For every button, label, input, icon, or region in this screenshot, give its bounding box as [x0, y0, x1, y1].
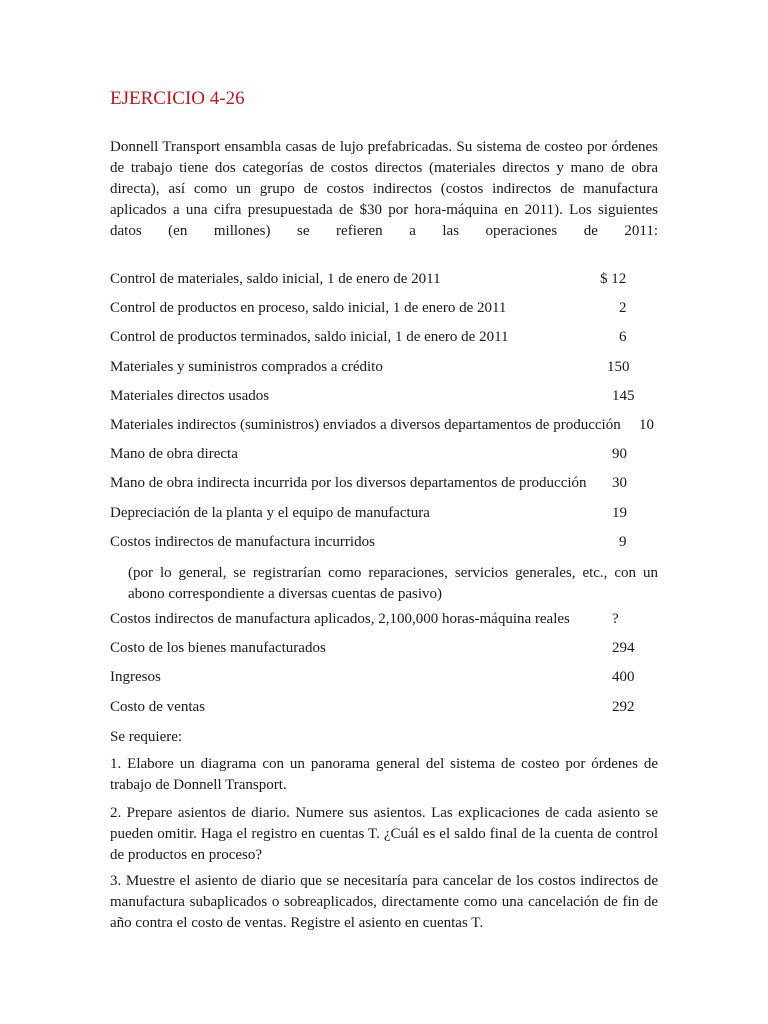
data-row-label: Costo de los bienes manufacturados	[110, 640, 326, 656]
data-row-value: ?	[612, 611, 619, 627]
data-row-value: 30	[612, 475, 627, 491]
data-row-value: 292	[612, 699, 635, 715]
data-row-value: 9	[619, 534, 627, 550]
exercise-title: EJERCICIO 4-26	[110, 88, 245, 109]
intro-paragraph	[110, 137, 658, 242]
data-row-label: Costos indirectos de manufactura incurridos	[110, 534, 375, 550]
data-row-label: Control de productos terminados, saldo inicial, 1 de enero de 2011	[110, 329, 509, 345]
data-row-value: 2	[619, 300, 627, 316]
data-row-label: Control de materiales, saldo inicial, 1 de enero de 2011	[110, 271, 441, 287]
data-row-value: 6	[619, 329, 627, 345]
data-row	[110, 503, 658, 524]
data-row	[110, 327, 658, 348]
data-row	[110, 532, 658, 553]
data-row-value: $ 12	[600, 271, 627, 287]
data-row	[110, 697, 658, 718]
data-row	[110, 269, 658, 290]
data-row	[110, 386, 658, 407]
data-row	[110, 357, 658, 378]
data-row-label: Ingresos	[110, 669, 161, 685]
data-row-value: 400	[612, 669, 635, 685]
data-row	[110, 415, 658, 436]
data-row-label: Costos indirectos de manufactura aplicados, 2,100,000 horas-máquina reales	[110, 611, 570, 627]
requirements-heading: Se requiere:	[110, 729, 183, 745]
data-row-value: 10	[639, 417, 654, 433]
requirement-item: 2. Prepare asientos de diario. Numere sus asientos. Las explicaciones de cada asiento se pueden omitir. Haga el registro en cuentas T. ¿Cuál es el saldo final de la cuenta de control de productos en proceso?	[110, 805, 658, 863]
intro-text: Donnell Transport ensambla casas de lujo prefabricadas. Su sistema de costeo por órdenes de trabajo tiene dos categorías de costos directos (materiales directos y mano de obra directa), así como un grupo de costos indirectos (costos indirectos de manufactura aplicados a una cifra presupuestada de $30 por hora-máquina en 2011). Los siguientes datos (en millones) se refieren a las operaciones de 2011:	[110, 139, 658, 239]
data-row-label: Mano de obra indirecta incurrida por los diversos departamentos de producción	[110, 475, 587, 491]
data-row-value: 145	[612, 388, 635, 404]
overhead-note: (por lo general, se registrarían como reparaciones, servicios generales, etc., con un abono correspondiente a diversas cuentas de pasivo)	[128, 565, 658, 602]
data-row-value: 150	[607, 359, 630, 375]
data-row	[110, 609, 658, 630]
data-row-value: 90	[612, 446, 627, 462]
data-row-label: Materiales indirectos (suministros) enviados a diversos departamentos de producción	[110, 417, 621, 433]
data-row	[110, 667, 658, 688]
data-row	[110, 298, 658, 319]
data-row-value: 294	[612, 640, 635, 656]
requirement-item: 3. Muestre el asiento de diario que se necesitaría para cancelar de los costos indirectos de manufactura subaplicados o sobreaplicados, directamente como una cancelación de fin de año contra el costo de ventas. Registre el asiento en cuentas T.	[110, 873, 658, 931]
data-row-value: 19	[612, 505, 627, 521]
data-row-label: Depreciación de la planta y el equipo de manufactura	[110, 505, 430, 521]
data-row-label: Costo de ventas	[110, 699, 205, 715]
data-row	[110, 638, 658, 659]
data-row-label: Materiales y suministros comprados a crédito	[110, 359, 383, 375]
data-row-label: Materiales directos usados	[110, 388, 270, 404]
data-row	[110, 473, 658, 494]
data-row-label: Mano de obra directa	[110, 446, 238, 462]
data-row-label: Control de productos en proceso, saldo inicial, 1 de enero de 2011	[110, 300, 507, 316]
requirement-item: 1. Elabore un diagrama con un panorama general del sistema de costeo por órdenes de trabajo de Donnell Transport.	[110, 756, 658, 793]
data-row	[110, 444, 658, 465]
